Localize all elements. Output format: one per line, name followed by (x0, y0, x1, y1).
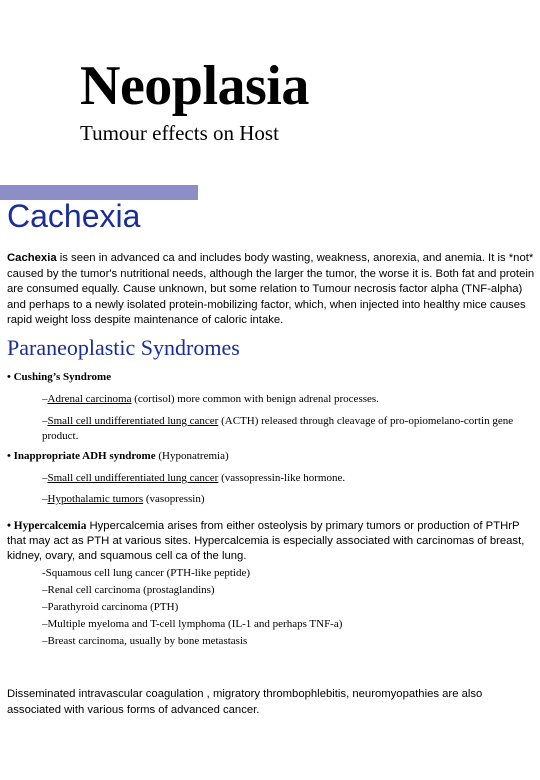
cushing-item-2 (42, 414, 538, 444)
adrenal-carcinoma-link[interactable]: Adrenal carcinoma (47, 393, 132, 405)
hypercalcemia-item-5: –Breast carcinoma, usually by bone metastasis (42, 635, 248, 647)
cachexia-text: is seen in advanced ca and includes body wasting, weakness, anorexia, and anemia. It is *not* caused by the tumor's nutritional needs, although the larger the tumor, the worse it is. Both fat and protein are consumed equally. Cause unknown, but some relation to Tumour necrosis factor alpha (TNF-alpha) and perhaps to a newly isolated protein-mobilizing factor, which, when injected into healthy mice causes rapid weight loss despite maintenance of caloric intake. (7, 252, 535, 327)
cachexia-lead: Cachexia (7, 252, 57, 264)
dash: – (42, 472, 48, 484)
hypercalcemia-item-4: –Multiple myeloma and T-cell lymphoma (IL-1 and perhaps TNF-a) (42, 618, 343, 630)
hypercalcemia-bullet: • Hypercalcemia (7, 520, 87, 532)
dash: – (42, 493, 48, 505)
item-rest: (ACTH) released through cleavage of pro-opiomelano-cortin gene product. (42, 415, 514, 442)
hypercalcemia-item-2: –Renal cell carcinoma (prostaglandins) (42, 584, 215, 596)
adh-item-1 (42, 472, 345, 484)
cachexia-heading: Cachexia (7, 198, 141, 234)
cushing-item-1 (42, 393, 379, 405)
item-rest: (vassopressin-like hormone. (218, 472, 346, 484)
page-subtitle: Tumour effects on Host (80, 121, 279, 145)
item-rest: (vasopressin) (143, 493, 205, 505)
hypercalcemia-item-1: -Squamous cell lung cancer (PTH-like peptide) (42, 567, 251, 579)
adh-item-2 (42, 493, 205, 505)
adh-bullet: • Inappropriate ADH syndrome (7, 450, 156, 462)
paraneoplastic-heading: Paraneoplastic Syndromes (7, 335, 240, 360)
item-rest: (cortisol) more common with benign adrenal processes. (131, 393, 379, 405)
dash: – (42, 393, 48, 405)
hypercalcemia-text: Hypercalcemia arises from either osteolysis by primary tumors or production of PTHrP that may act as PTH at various sites. Hypercalcemia is especially associated with carcinomas of breast, kidney, ovary, and squamous cell ca of the lung. (7, 520, 525, 562)
adh-bullet-line (7, 450, 229, 462)
hypercalcemia-item-3: –Parathyroid carcinoma (PTH) (42, 601, 179, 613)
cachexia-paragraph (7, 251, 535, 329)
adh-rest: (Hyponatremia) (155, 450, 229, 462)
closing-paragraph: Disseminated intravascular coagulation , migratory thrombophlebitis, neuromyopathies are also associated with various forms of advanced cancer. (7, 688, 483, 716)
dash: – (42, 415, 48, 427)
small-cell-lung-cancer-link[interactable]: Small cell undifferentiated lung cancer (47, 415, 219, 427)
hypercalcemia-paragraph (7, 519, 529, 564)
cushing-bullet: • Cushing’s Syndrome (7, 371, 112, 383)
small-cell-lung-cancer-link[interactable]: Small cell undifferentiated lung cancer (47, 472, 219, 484)
page-title: Neoplasia (80, 55, 309, 117)
hypothalamic-tumors-label[interactable]: Hypothalamic tumors (47, 493, 144, 505)
